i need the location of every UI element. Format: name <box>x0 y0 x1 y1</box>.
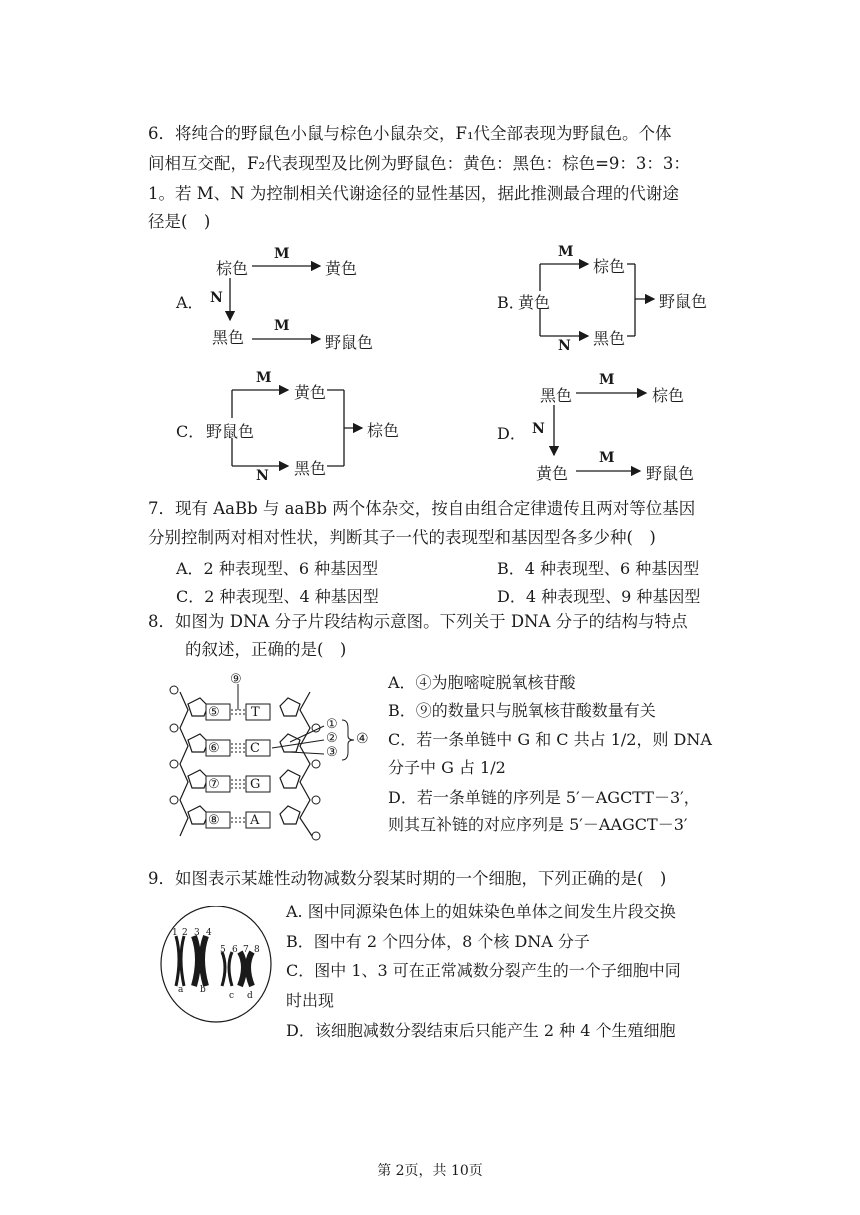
gene-label: M <box>256 370 272 386</box>
side-label: ② <box>326 731 338 746</box>
pathway-node: 黄色 <box>325 259 358 278</box>
gene-label: M <box>274 246 290 262</box>
pathway-node: 棕色 <box>216 259 249 278</box>
gene-label: N <box>256 468 269 484</box>
pathway-node: 野鼠色 <box>325 333 374 352</box>
base-right: T <box>251 705 260 720</box>
gene-label: M <box>599 450 615 466</box>
q9-option-a: A. 图中同源染色体上的姐妹染色单体之间发生片段交换 <box>286 902 676 921</box>
q8-line: 的叙述，正确的是( ) <box>185 640 347 659</box>
base-left: ⑧ <box>208 813 220 828</box>
pathway-node: 黄色 <box>294 383 327 402</box>
q7-line: 分别控制两对相对性状，判断其子一代的表现型和基因型各多少种( ) <box>148 528 656 547</box>
chromatid-number: 3 <box>194 928 200 938</box>
pathway-node: 黑色 <box>593 329 626 348</box>
q9-line: 9．如图表示某雄性动物减数分裂某时期的一个细胞，下列正确的是( ) <box>148 869 667 888</box>
option-label: B． <box>497 293 525 312</box>
option-label: C． <box>176 422 205 441</box>
brace-label: ④ <box>356 731 369 747</box>
label-9: ⑨ <box>230 672 242 687</box>
page-footer: 第 2页，共 10页 <box>377 1163 483 1179</box>
arrow-lines <box>0 0 860 500</box>
chromosome-letter: c <box>229 991 235 1001</box>
gene-label: N <box>558 338 571 354</box>
q9-option-d: D．该细胞减数分裂结束后只能产生 2 种 4 个生殖细胞 <box>286 1021 676 1040</box>
q8-option-b: B．⑨的数量只与脱氧核苷酸数量有关 <box>388 701 656 720</box>
q6-line: 间相互交配，F₂代表现型及比例为野鼠色：黄色：黑色：棕色=9：3：3： <box>148 154 690 173</box>
pathway-node: 棕色 <box>367 421 400 440</box>
pathway-node: 黄色 <box>518 293 551 312</box>
chromatid-number: 5 <box>220 945 226 955</box>
pathway-node: 野鼠色 <box>206 422 255 441</box>
q7-option-d: D．4 种表现型、9 种基因型 <box>497 587 701 606</box>
pathway-node: 黑色 <box>294 459 327 478</box>
pathway-node: 野鼠色 <box>659 292 708 311</box>
q8-option-c-cont: 分子中 G 占 1/2 <box>388 758 506 777</box>
q7-option-b: B．4 种表现型、6 种基因型 <box>497 559 700 578</box>
chromatid-number: 8 <box>254 945 260 955</box>
q7-option-a: A．2 种表现型、6 种基因型 <box>176 559 379 578</box>
gene-label: N <box>210 290 223 306</box>
chromatid-number: 4 <box>206 928 212 938</box>
base-right: C <box>250 741 260 756</box>
gene-label: M <box>599 372 615 388</box>
pathway-node: 黑色 <box>212 328 245 347</box>
option-label: D． <box>497 424 526 443</box>
side-label: ① <box>326 717 338 732</box>
q6-line: 径是( ) <box>148 212 211 231</box>
pathway-node: 棕色 <box>652 386 685 405</box>
q6-line: 1。若 M、N 为控制相关代谢途径的显性基因，据此推测最合理的代谢途 <box>148 184 679 203</box>
q6-line: 6．将纯合的野鼠色小鼠与棕色小鼠杂交，F₁代全部表现为野鼠色。个体 <box>148 124 672 143</box>
q8-option-a: A．④为胞嘧啶脱氧核苷酸 <box>388 673 576 692</box>
q8-line: 8．如图为 DNA 分子片段结构示意图。下列关于 DNA 分子的结构与特点 <box>148 612 688 631</box>
pathway-node: 黄色 <box>536 464 569 483</box>
chromatid-number: 7 <box>243 945 249 955</box>
q9-option-b: B．图中有 2 个四分体，8 个核 DNA 分子 <box>286 932 590 951</box>
q8-option-d: D．若一条单链的序列是 5′－AGCTT－3′， <box>388 788 700 807</box>
base-left: ⑦ <box>208 777 220 792</box>
q7-option-c: C．2 种表现型、4 种基因型 <box>176 587 379 606</box>
gene-label: N <box>532 421 545 437</box>
dna-structure-diagram <box>160 672 380 852</box>
pathway-node: 野鼠色 <box>646 464 695 483</box>
pathway-node: 黑色 <box>540 386 573 405</box>
option-label: A． <box>176 293 204 312</box>
q9-option-c: C．图中 1、3 可在正常减数分裂产生的一个子细胞中同 <box>286 961 681 980</box>
base-right: A <box>250 813 260 828</box>
gene-label: M <box>558 244 574 260</box>
gene-label: M <box>274 318 290 334</box>
chromatid-number: 1 <box>172 928 178 938</box>
q9-option-c-cont: 时出现 <box>286 991 335 1010</box>
chromosome-letter: b <box>200 985 206 995</box>
chromatid-number: 6 <box>232 945 238 955</box>
side-label: ③ <box>326 745 338 760</box>
q8-option-d-cont: 则其互补链的对应序列是 5′－AAGCT－3′ <box>388 815 688 834</box>
pathway-node: 棕色 <box>593 257 626 276</box>
chromosome-letter: a <box>178 985 184 995</box>
base-right: G <box>250 777 261 792</box>
cell-diagram <box>158 906 278 1026</box>
q7-line: 7．现有 AaBb 与 aaBb 两个体杂交，按自由组合定律遗传且两对等位基因 <box>148 499 696 518</box>
q8-option-c: C．若一条单链中 G 和 C 共占 1/2，则 DNA <box>388 730 712 749</box>
chromosome-letter: d <box>247 991 253 1001</box>
chromatid-number: 2 <box>182 928 188 938</box>
base-left: ⑤ <box>208 705 220 720</box>
base-left: ⑥ <box>208 741 220 756</box>
